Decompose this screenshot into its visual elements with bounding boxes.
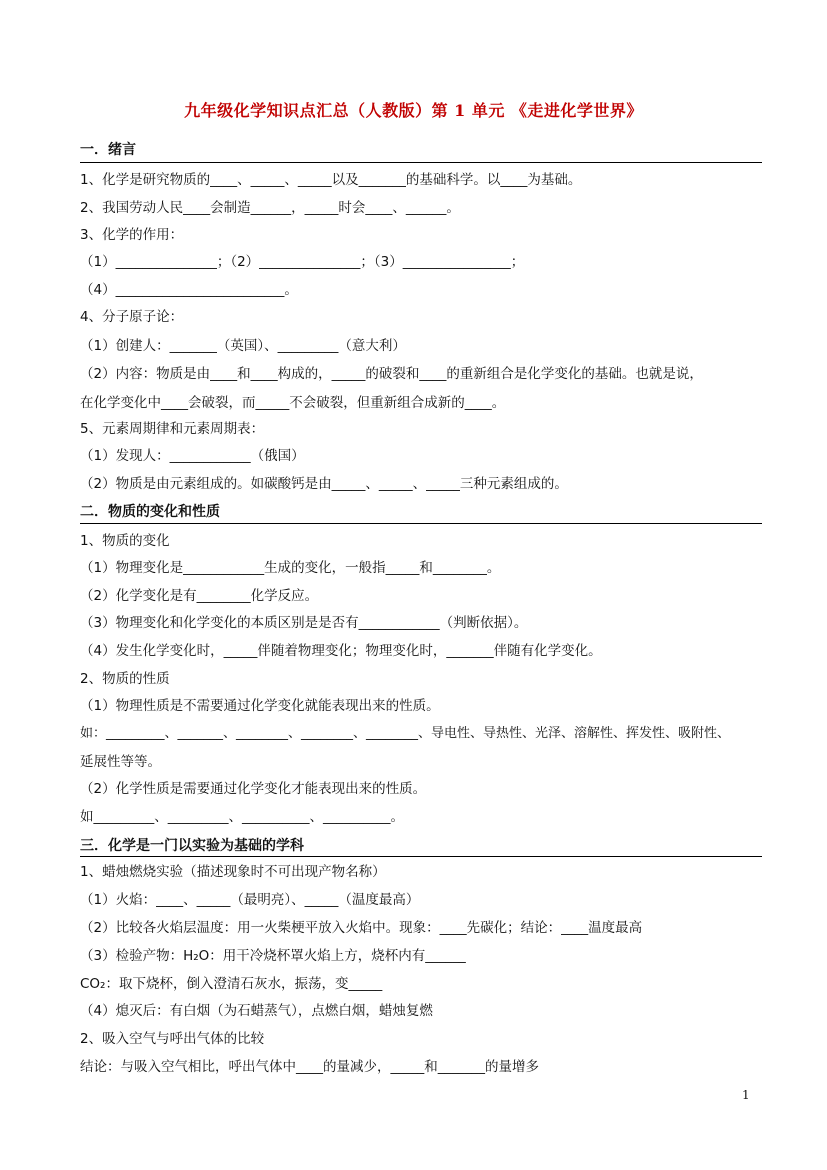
text-line: （2）比较各火焰层温度：用一火柴梗平放入火焰中。现象：____先碳化；结论：____温度最高: [80, 920, 643, 936]
text-line: （1）物理性质是不需要通过化学变化就能表现出来的性质。: [80, 698, 440, 714]
text-line: 2、物质的性质: [80, 671, 170, 687]
text-line: （1）发现人：____________（俄国）: [80, 448, 305, 464]
document-title: 九年级化学知识点汇总（人教版）第 1 单元 《走进化学世界》: [184, 101, 643, 120]
section-heading-1: 一．绪言: [80, 142, 136, 158]
section-divider-2: [80, 523, 762, 524]
text-line: （2）化学性质是需要通过化学变化才能表现出来的性质。: [80, 781, 427, 797]
text-line: （1）物理变化是____________生成的变化，一般指_____和________。: [80, 560, 501, 576]
text-line: （1）火焰：____、_____（最明亮）、_____（温度最高）: [80, 892, 420, 908]
text-line: 2、我国劳动人民____会制造______，_____时会____、______。: [80, 200, 460, 216]
text-line: 如_________、_________、__________、__________。: [80, 809, 404, 825]
text-line: 2、吸入空气与呼出气体的比较: [80, 1031, 265, 1047]
text-line: 1、物质的变化: [80, 533, 170, 549]
text-line: （4）发生化学变化时，_____伴随着物理变化；物理变化时，_______伴随有化学变化。: [80, 643, 602, 659]
section-divider-1: [80, 162, 762, 163]
text-line: （4）熄灭后：有白烟（为石蜡蒸气），点燃白烟，蜡烛复燃: [80, 1003, 433, 1019]
text-line: （1）_______________；（2）_______________；（3）________________；: [80, 254, 525, 270]
text-line: 1、蜡烛燃烧实验（描述现象时不可出现产物名称）: [80, 864, 386, 880]
section-divider-3: [80, 856, 762, 857]
text-line: （4）_________________________。: [80, 282, 298, 298]
text-line: 延展性等等。: [80, 754, 161, 770]
text-line: （2）内容：物质是由____和____构成的，_____的破裂和____的重新组合是化学变化的基础。也就是说，: [80, 366, 703, 382]
text-line: 5、元素周期律和元素周期表：: [80, 421, 265, 437]
text-line: 4、分子原子论：: [80, 309, 184, 325]
text-line: （3）检验产物：H₂O：用干冷烧杯罩火焰上方，烧杯内有______: [80, 948, 466, 964]
text-line: （1）创建人：_______（英国）、_________（意大利）: [80, 338, 406, 354]
text-line: （2）物质是由元素组成的。如碳酸钙是由_____、_____、_____三种元素组成的。: [80, 476, 568, 492]
text-line: 1、化学是研究物质的____、_____、_____以及_______的基础科学。以____为基础。: [80, 172, 582, 188]
text-line: 结论：与吸入空气相比，呼出气体中____的量减少，_____和_______的量增多: [80, 1059, 539, 1075]
section-heading-2: 二．物质的变化和性质: [80, 504, 220, 520]
section-heading-3: 三．化学是一门以实验为基础的学科: [80, 838, 304, 854]
text-line: 在化学变化中____会破裂，而_____不会破裂，但重新组合成新的____。: [80, 395, 506, 411]
text-line: 如：_________、_______、________、________、________、导电性、导热性、光泽、溶解性、挥发性、吸附性、: [80, 726, 731, 741]
text-line: 3、化学的作用：: [80, 227, 184, 243]
text-line: （3）物理变化和化学变化的本质区别是是否有____________（判断依据）。: [80, 615, 528, 631]
page-number: 1: [742, 1088, 750, 1102]
text-line: （2）化学变化是有________化学反应。: [80, 588, 319, 604]
text-line: CO₂：取下烧杯，倒入澄清石灰水，振荡，变_____: [80, 976, 383, 992]
